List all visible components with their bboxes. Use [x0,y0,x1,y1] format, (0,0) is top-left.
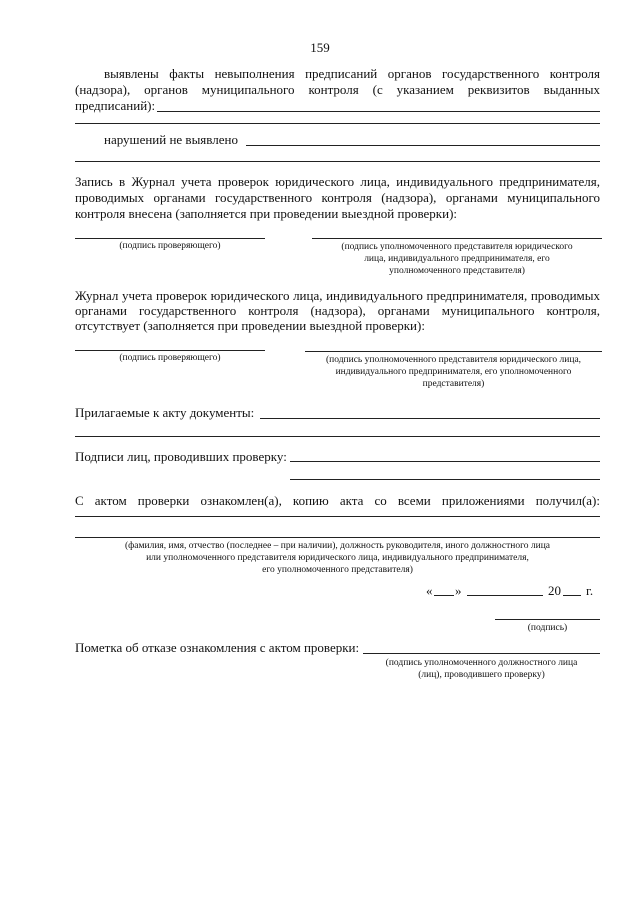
acquainted-label: С актом проверки ознакомлен(а), копию акта со всеми приложениями получил(а): [75,493,600,508]
journal-absent-inspector-sign-line[interactable] [75,350,265,351]
date-close-quote: » [455,583,462,598]
journal-entry-line-3: контроля внесена (заполняется при проведении выездной проверки): [75,206,458,221]
journal-absent-line-3: отсутствует (заполняется при проведении выездной проверки): [75,318,425,333]
no-violations-fill-line-1[interactable] [246,145,600,146]
violations-line-3: предписаний): [75,98,156,113]
journal-absent-inspector-caption: (подпись проверяющего) [119,353,221,363]
attached-documents-label: Прилагаемые к акту документы: [75,405,255,420]
inspector-signatures-fill-line-1[interactable] [290,461,600,462]
date-year-field[interactable] [563,595,581,596]
acquainted-sign-line[interactable] [495,619,600,620]
date-day-field[interactable] [434,595,454,596]
journal-entry-rep-caption-3: уполномоченного представителя) [389,266,525,276]
acquainted-fill-line-1[interactable] [75,516,600,517]
refusal-label: Пометка об отказе ознакомления с актом проверки: [75,640,360,655]
journal-entry-rep-caption-2: лица, индивидуального предпринимателя, его [364,254,550,264]
acquainted-caption-2: или уполномоченного представителя юридического лица, индивидуального предпринимателя, [146,553,529,563]
date-year-prefix: 20 [548,583,561,598]
date-open-quote: « [426,583,433,598]
acquainted-caption-3: его уполномоченного представителя) [262,565,413,575]
journal-entry-line-1: Запись в Журнал учета проверок юридического лица, индивидуального предпринимателя, [75,174,600,189]
no-violations-fill-line-2[interactable] [75,161,600,162]
journal-entry-rep-caption-1: (подпись уполномоченного представителя юридического [341,242,573,252]
journal-absent-rep-caption-2: индивидуального предпринимателя, его уполномоченного [335,367,572,377]
acquainted-caption-1: (фамилия, имя, отчество (последнее – при наличии), должность руководителя, иного должностного лица [124,541,551,551]
attached-documents-fill-line-2[interactable] [75,436,600,437]
journal-entry-line-2: проводимых органами государственного контроля (надзора), органами муниципального [75,190,600,205]
violations-fill-line-1[interactable] [157,111,600,112]
date-month-field[interactable] [467,595,543,596]
page-number: 159 [310,40,330,55]
refusal-caption-2: (лиц), проводившего проверку) [418,670,545,680]
refusal-sign-line[interactable] [363,653,600,654]
attached-documents-fill-line-1[interactable] [260,418,600,419]
journal-entry-inspector-caption: (подпись проверяющего) [119,241,221,251]
journal-absent-rep-caption-1: (подпись уполномоченного представителя юридического лица, [325,355,582,365]
journal-absent-line-1: Журнал учета проверок юридического лица, индивидуального предпринимателя, проводимых [75,288,600,303]
refusal-caption-1: (подпись уполномоченного должностного лица [385,658,578,668]
date-year-suffix: г. [586,583,594,598]
violations-line-1: выявлены факты невыполнения предписаний органов государственного контроля [104,66,600,81]
no-violations-label: нарушений не выявлено [104,132,238,147]
violations-line-2: (надзора), органов муниципального контроля (с указанием реквизитов выданных [75,82,600,97]
journal-entry-inspector-sign-line[interactable] [75,238,265,239]
violations-fill-line-2[interactable] [75,123,600,124]
journal-absent-rep-caption-3: представителя) [422,379,485,389]
inspector-signatures-label: Подписи лиц, проводивших проверку: [75,449,287,464]
acquainted-sign-caption: (подпись) [527,623,568,633]
acquainted-fill-line-2[interactable] [75,537,600,538]
journal-entry-rep-sign-line[interactable] [312,238,602,239]
journal-absent-line-2: органами государственного контроля (надзора), органами муниципального контроля, [75,303,600,318]
inspector-signatures-fill-line-2[interactable] [290,479,600,480]
journal-absent-rep-sign-line[interactable] [305,351,602,352]
